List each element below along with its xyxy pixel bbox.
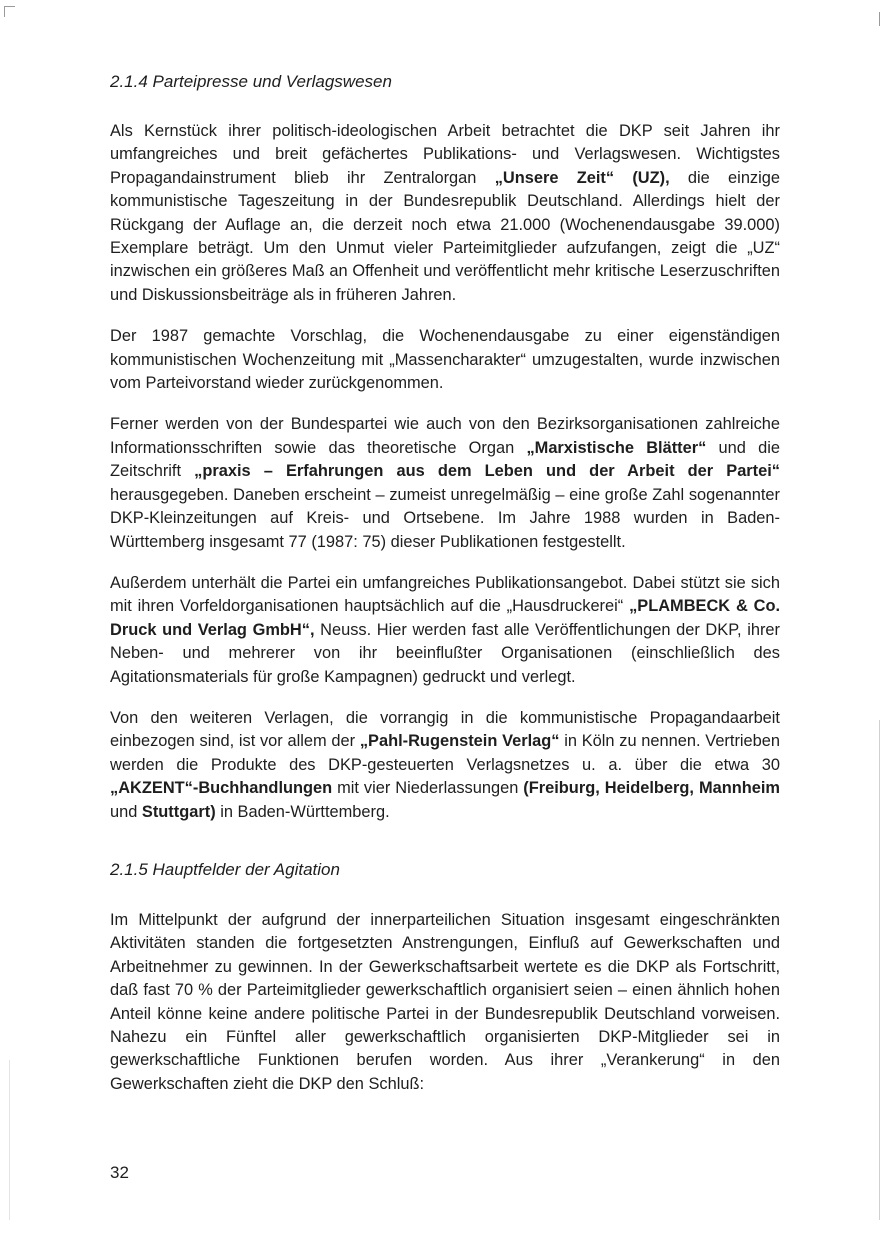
text-run: herausgegeben. Daneben erscheint – zumeist unregelmäßig – eine große Zahl sogenannter DKP-Kleinzeitungen auf Kreis- und Ortsebene. Im Jahre 1988 wurden in Baden-Württemberg insgesamt 77 (1987: 75) dieser Publikationen festgestellt. bbox=[110, 485, 780, 551]
page-number: 32 bbox=[110, 1163, 129, 1182]
bold-text-run: Stuttgart) bbox=[141, 802, 216, 821]
section-heading-agitation: 2.1.5 Hauptfelder der Agitation bbox=[110, 859, 340, 879]
text-run: mit vier Niederlassungen bbox=[332, 779, 524, 798]
bold-text-run: „PLAMBECK & Co. Druck und Verlag GmbH“, bbox=[110, 597, 781, 639]
text-run: Im Mittelpunkt der aufgrund der innerparteilichen Situation insgesamt eingeschränkten Aktivitäten standen die fortgesetzten Anstrengungen, Einfluß auf Gewerkschaften und Arbeitnehmer zu gewinnen. In der Gewerkschaftsarbeit wertete es die DKP als Fortschritt, daß fast 70 % der Parteimitglieder gewerkschaftlich organisiert seien – einen ähnlich hohen Anteil könne keine andere politische Partei in der Bundesrepublik Deutschland vorweisen. Nahezu ein Fünftel aller gewerkschaftlich organisierten DKP-Mitglieder sei in gewerkschaftliche Funktionen berufen worden. Aus ihrer „Verankerung“ in den Gewerkschaften zieht die DKP den Schluß: bbox=[110, 910, 780, 1093]
text-run: die einzige kommunistische Tageszeitung in der Bundesrepublik Deutschland. Allerdings hielt der Rückgang der Auflage an, die derzeit noch etwa 21.000 (Wochenendausgabe 39.000) Exemplare beträgt. Um den Unmut vieler Parteimitglieder aufzufangen, zeigt die „UZ“ inzwischen ein größeres Maß an Offenheit und veröffentlicht mehr kritische Leserzuschriften und Diskussionsbeiträge als in früheren Jahren. bbox=[110, 168, 780, 304]
text-run: Von den weiteren Verlagen, die vorrangig in die kommunistische Propagandaarbeit einbezogen sind, ist vor allem der bbox=[110, 708, 780, 751]
text-run: Als Kernstück ihrer politisch-ideologischen Arbeit betrachtet die DKP seit Jahren ihr umfangreiches und breit gefächertes Publikations- und Verlagswesen. Wichtigstes Propagandainstrument blieb ihr Zentralorgan bbox=[110, 122, 780, 187]
text-run: Der 1987 gemachte Vorschlag, die Wochenendausgabe zu einer eigenständigen kommunistischen Wochenzeitung mit „Massencharakter“ umzugestalten, wurde inzwischen vom Parteivorstand wieder zurückgenommen. bbox=[110, 327, 780, 393]
scan-margin-line-right bbox=[879, 720, 880, 1220]
bold-text-run: (Freiburg, Heidelberg, Mannheim bbox=[523, 779, 780, 798]
text-run: in Baden-Württemberg. bbox=[215, 802, 390, 821]
paragraph bbox=[110, 413, 780, 553]
scan-edge-mark bbox=[879, 12, 880, 26]
bold-text-run: „Pahl-Rugenstein Verlag“ bbox=[359, 732, 560, 751]
paragraph bbox=[110, 707, 780, 824]
bold-text-run: „praxis – Erfahrungen aus dem Leben und der Arbeit der Partei“ bbox=[194, 462, 781, 481]
scan-margin-line-left bbox=[9, 1060, 10, 1220]
bold-text-run: „Unsere Zeit“ (UZ), bbox=[494, 168, 670, 187]
text-run: Außerdem unterhält die Partei ein umfangreiches Publikationsangebot. Dabei stützt sie sich mit ihren Vorfeldorganisationen hauptsächlich auf die „Hausdruckerei“ bbox=[110, 573, 780, 616]
bold-text-run: „Marxistische Blätter“ bbox=[526, 438, 707, 457]
page-body bbox=[110, 70, 780, 1114]
text-run: in Köln zu nennen. Vertrieben werden die Produkte des DKP-gesteuerten Verlagsnetzes u. a. über die etwa 30 bbox=[110, 732, 781, 774]
scan-corner-mark bbox=[4, 6, 15, 17]
text-run: und die Zeitschrift bbox=[110, 438, 780, 481]
text-run: Neuss. Hier werden fast alle Veröffentlichungen der DKP, ihrer Neben- und mehrerer von ihr beeinflußter Organisationen (einschließlich des Agitationsmaterials für große Kampagnen) gedruckt und verlegt. bbox=[110, 620, 780, 686]
text-run: und bbox=[110, 802, 142, 821]
paragraph bbox=[110, 325, 780, 395]
text-run: Ferner werden von der Bundespartei wie auch von den Bezirksorganisationen zahlreiche Informationsschriften sowie das theoretische Organ bbox=[110, 415, 780, 457]
paragraph bbox=[110, 120, 780, 307]
paragraph bbox=[110, 572, 780, 689]
section-heading-parteipresse: 2.1.4 Parteipresse und Verlagswesen bbox=[110, 72, 392, 91]
paragraph bbox=[110, 909, 780, 1096]
bold-text-run: „AKZENT“-Buchhandlungen bbox=[110, 779, 333, 798]
